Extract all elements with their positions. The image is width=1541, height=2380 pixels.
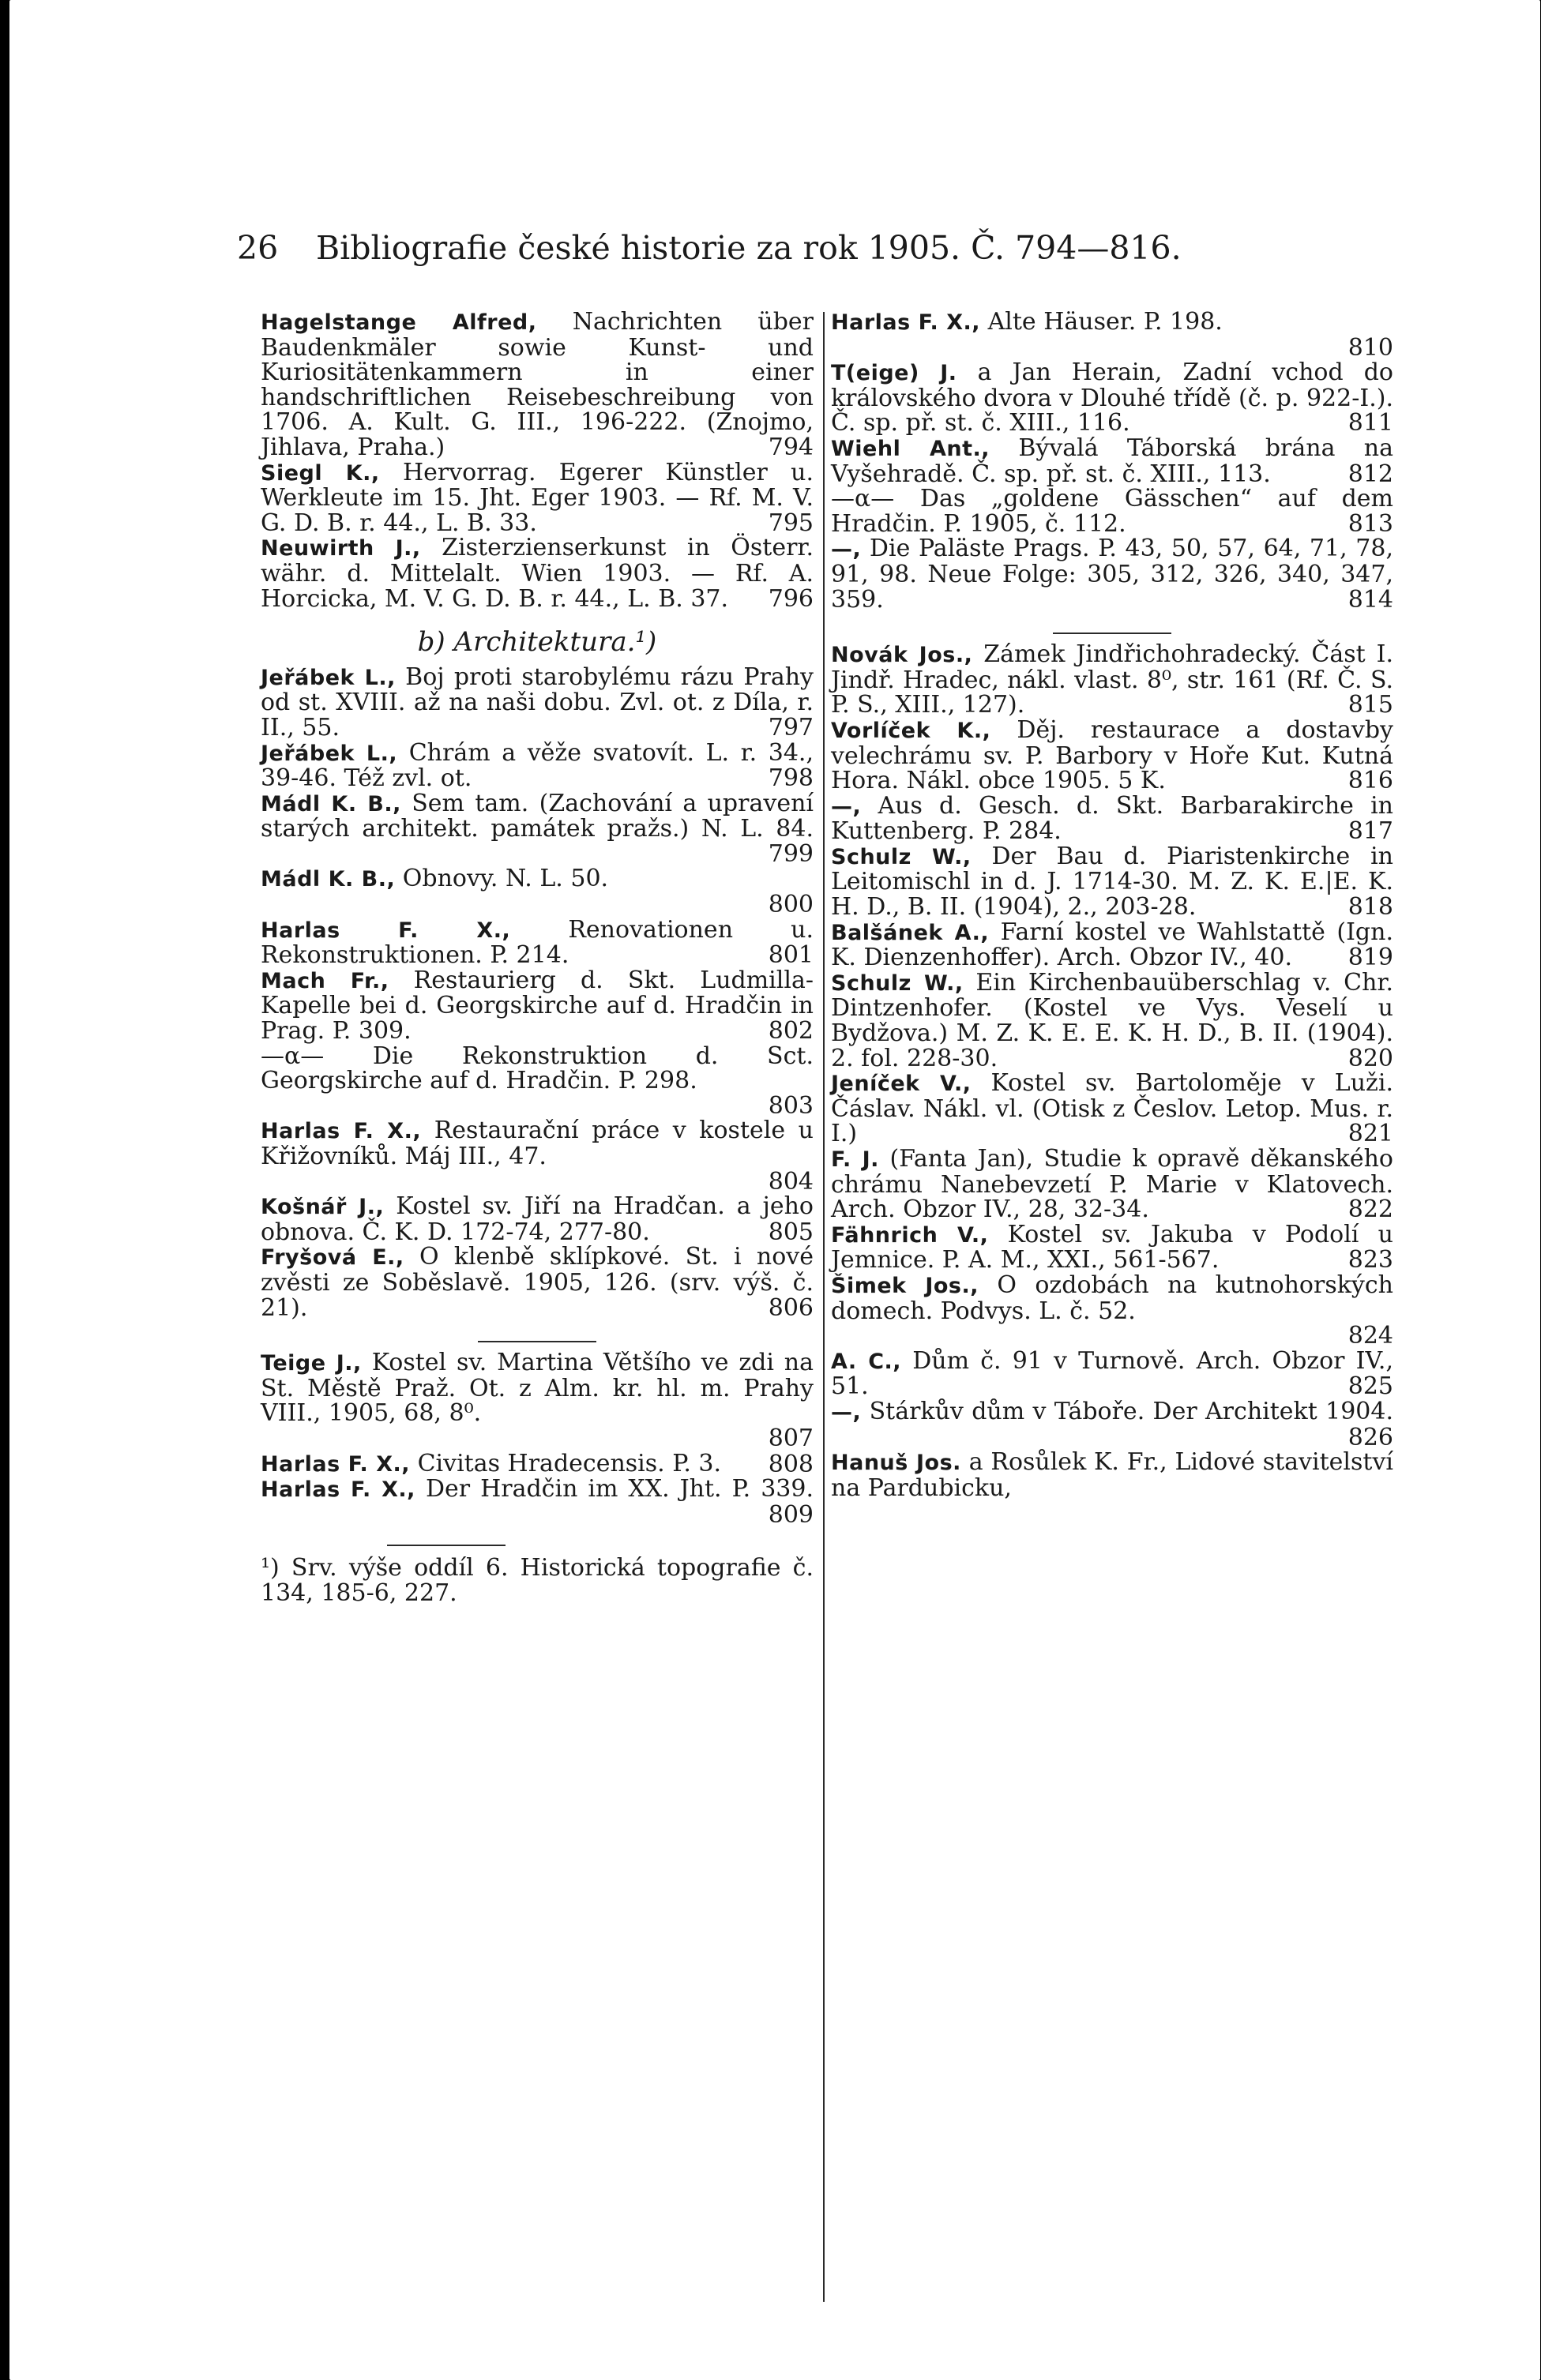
entry-number: 821 [1347, 1120, 1393, 1148]
entry-number: 795 [768, 509, 814, 537]
section-title: b) Architektura.¹) [417, 626, 657, 659]
bibliography-entry [831, 536, 1393, 612]
entry-number: 805 [768, 1218, 814, 1246]
entry-number: 825 [1347, 1372, 1393, 1401]
entry-number: 802 [768, 1017, 814, 1045]
running-title: Bibliografie české historie za rok 1905. Č. 794—816. [316, 229, 1182, 267]
entry-number: 819 [1347, 944, 1393, 972]
bibliography-entry [261, 866, 814, 892]
entry-text: Nachrichten über Baudenkmäler sowie Kunst- und Kuriositätenkammern in einer handschriftlichen Reisebeschreibung von 1706. A. Kult. G. III., 196-222. (Znojmo, Jihlava, Praha.) [261, 308, 814, 461]
entry-text: Sem tam. (Zachování a upravení starých architekt. památek pražs.) N. L. 84. [261, 789, 814, 843]
separator-rule [478, 1341, 596, 1342]
entry-text: Restaurační práce v kostele u Křižovníků. Máj III., 47. [261, 1117, 814, 1170]
entry-number: 813 [1347, 509, 1393, 538]
bibliography-entry [261, 1194, 814, 1244]
separator-rule [1053, 633, 1171, 634]
entry-text: Die Paläste Prags. P. 43, 50, 57, 64, 71, 78, 91, 98. Neue Folge: 305, 312, 326, 340, 347, 359. [831, 535, 1393, 614]
entry-text: Civitas Hradecensis. P. 3. [417, 1449, 722, 1477]
entry-author: Harlas F. X., [261, 918, 511, 943]
entry-author: —, [831, 794, 862, 819]
entry-text: Die Rekonstruktion d. Sct. Georgskirche auf d. Hradčin. P. 298. [261, 1042, 814, 1095]
bibliography-entry [831, 1071, 1393, 1147]
entry-author: Jeřábek L., [261, 665, 396, 690]
entry-text: Dům č. 91 v Turnově. Arch. Obzor IV., 51. [831, 1346, 1393, 1401]
bibliography-entry [261, 968, 814, 1044]
entry-number: 822 [1347, 1196, 1393, 1224]
bibliography-entry [831, 920, 1393, 970]
right-column [831, 310, 1393, 1500]
page-number: 26 [237, 229, 279, 267]
entry-author: Siegl K., [261, 460, 380, 486]
entry-author: Harlas F. X., [831, 310, 981, 335]
scanned-page [9, 0, 1540, 2380]
bibliography-entry [261, 1477, 814, 1527]
bibliography-entry [831, 970, 1393, 1071]
page-header [237, 229, 1382, 267]
entry-text: Farní kostel ve Wahlstattě (Ign. K. Dienzenhoffer). Arch. Obzor IV., 40. [831, 918, 1393, 972]
entry-number: 812 [1347, 460, 1393, 488]
entry-text: Chrám a věže svatovít. L. r. 34., 39-46. Též zvl. ot. [261, 738, 814, 793]
entry-number: 820 [1347, 1044, 1393, 1072]
entry-text: a Rosůlek K. Fr., Lidové stavitelství na Pardubicku, [831, 1448, 1393, 1502]
entry-author: Teige J., [261, 1351, 362, 1376]
entry-author: F. J. [831, 1147, 879, 1172]
bibliography-entry [831, 1147, 1393, 1222]
entry-number: 817 [1347, 817, 1393, 846]
entry-number: 796 [768, 584, 814, 613]
entry-author: Mach Fr., [261, 968, 389, 993]
bibliography-entry [831, 791, 1393, 846]
entry-text: Kostel sv. Jiří na Hradčan. a jeho obnova. Č. K. D. 172-74, 277-80. [261, 1192, 814, 1246]
entry-text: a Jan Herain, Zadní vchod do královského dvora v Dlouhé třídě (č. p. 922-I.). Č. sp. př. st. č. XIII., 116. [831, 359, 1393, 437]
bibliography-entry [261, 1244, 814, 1320]
bibliography-entry [261, 1118, 814, 1169]
entry-number: 807 [768, 1424, 814, 1452]
entry-number: 818 [1347, 893, 1393, 922]
entry-number: 800 [768, 891, 814, 919]
entry-text: Zisterzienserkunst in Österr. währ. d. Mittelalt. Wien 1903. — Rf. A. Horcicka, M. V. G. D. B. r. 44., L. B. 37. [261, 534, 814, 613]
entry-author: Harlas F. X., [261, 1451, 411, 1477]
bibliography-entry [261, 460, 814, 536]
entry-text: Hervorrag. Egerer Künstler u. Werkleute im 15. Jht. Eger 1903. — Rf. M. V. G. D. B. r. 44., L. B. 33. [261, 458, 814, 537]
entry-number: 804 [768, 1167, 814, 1196]
entry-number: 816 [1347, 767, 1393, 795]
entry-text: Obnovy. N. L. 50. [402, 865, 609, 893]
entry-text: Alte Häuser. P. 198. [987, 308, 1223, 336]
entry-author: Fryšová E., [261, 1245, 404, 1271]
bibliography-entry [831, 1450, 1393, 1500]
bibliography-entry [831, 360, 1393, 436]
bibliography-entry [261, 1350, 814, 1426]
bibliography-entry [831, 1222, 1393, 1273]
bibliography-entry [261, 310, 814, 460]
bibliography-entry [831, 1346, 1393, 1401]
entry-text: Stárkův dům v Táboře. Der Architekt 1904. [869, 1397, 1393, 1425]
footnote-rule [387, 1545, 506, 1546]
entry-number: 824 [1347, 1322, 1393, 1350]
bibliography-entry [261, 1451, 814, 1477]
bibliography-entry [831, 1399, 1393, 1450]
bibliography-entry [261, 738, 814, 793]
entry-text: Der Bau d. Piaristenkirche in Leitomischl in d. J. 1714-30. M. Z. K. E.|E. K. H. D., B. II. (1904), 2., 203-28. [831, 842, 1393, 922]
entry-text: Zámek Jindřichohradecký. Část I. Jindř. Hradec, nákl. vlast. 8⁰, str. 161 (Rf. Č. S. P. S., XIII., 127). [831, 640, 1393, 719]
bibliography-entry [831, 1273, 1393, 1323]
entry-text: Děj. restaurace a dostavby velechrámu sv. P. Barbory v Hoře Kut. Kutná Hora. Nákl. obce 1905. 5 K. [831, 715, 1393, 795]
entry-author: —α— [831, 485, 895, 513]
left-column [261, 310, 814, 1606]
entry-number: 809 [768, 1500, 814, 1529]
entry-number: 811 [1347, 409, 1393, 437]
entry-number: 826 [1347, 1423, 1393, 1451]
entry-text: Der Hradčin im XX. Jht. P. 339. [425, 1475, 814, 1503]
entry-author: Hagelstange Alfred, [261, 310, 537, 335]
entry-text: Boj proti starobylému rázu Prahy od st. XVIII. až na naši dobu. Zvl. ot. z Díla, r. II., 55. [261, 663, 814, 741]
entry-author: Schulz W., [831, 970, 964, 996]
entry-author: Vorlíček K., [831, 718, 991, 743]
entry-number: 808 [768, 1450, 814, 1478]
entry-text: Aus d. Gesch. d. Skt. Barbarakirche in Kuttenberg. P. 284. [831, 791, 1393, 846]
entry-author: Mádl K. B., [261, 791, 401, 816]
entry-number: 815 [1347, 691, 1393, 719]
entry-author: Jeřábek L., [261, 741, 398, 766]
entry-author: Fähnrich V., [831, 1222, 989, 1248]
bibliography-entry [261, 1044, 814, 1094]
entry-author: Harlas F. X., [261, 1119, 422, 1144]
entry-number: 794 [768, 433, 814, 461]
entry-text: Kostel sv. Martina Většího ve zdi na St. Městě Praž. Ot. z Alm. kr. hl. m. Prahy VIII., 1905, 68, 8⁰. [261, 1349, 814, 1428]
entry-author: —α— [261, 1042, 325, 1070]
entry-number: 810 [1347, 333, 1393, 362]
entry-number: 814 [1347, 585, 1393, 614]
entry-text: Ein Kirchenbauüberschlag v. Chr. Dintzenhofer. (Kostel ve Vys. Veselí u Bydžova.) M. Z. K. E. E. K. H. D., B. II. (1904). 2. fol. 228-30. [831, 968, 1393, 1072]
entry-number: 806 [768, 1293, 814, 1322]
entry-author: T(eige) J. [831, 361, 957, 386]
entry-text: Renovationen u. Rekonstruktionen. P. 214. [261, 915, 814, 970]
entry-text: Bývalá Táborská brána na Vyšehradě. Č. sp. př. st. č. XIII., 113. [831, 434, 1393, 488]
entry-author: Hanuš Jos. [831, 1451, 961, 1476]
entry-author: Schulz W., [831, 844, 972, 869]
entry-text: (Fanta Jan), Studie k opravě děkanského chrámu Nanebevzetí P. Marie v Klatovech. Arch. Obzor IV., 28, 32-34. [831, 1145, 1393, 1224]
entry-number: 801 [768, 941, 814, 970]
bibliography-entry [831, 642, 1393, 718]
entry-author: Šimek Jos., [831, 1273, 979, 1298]
entry-number: 799 [768, 839, 814, 868]
bibliography-entry [831, 844, 1393, 920]
entry-author: A. C., [831, 1349, 902, 1374]
entry-author: Neuwirth J., [261, 536, 421, 561]
entry-author: —, [831, 1399, 862, 1425]
entry-text: Kostel sv. Jakuba v Podolí u Jemnice. P. A. M., XXI., 561-567. [831, 1220, 1393, 1274]
bibliography-entry [261, 791, 814, 867]
column-divider [823, 312, 825, 2302]
bibliography-entry [261, 535, 814, 611]
entry-text: Das „goldene Gässchen“ auf dem Hradčin. P. 1905, č. 112. [831, 485, 1393, 538]
bibliography-entry [261, 665, 814, 741]
entry-text: Kostel sv. Bartoloměje v Luži. Čáslav. Nákl. vl. (Otisk z Česlov. Letop. Mus. r. I.) [831, 1069, 1393, 1148]
footnote: ¹) Srv. výše oddíl 6. Historická topografie č. 134, 185-6, 227. [261, 1554, 814, 1607]
entry-author: Wiehl Ant., [831, 436, 990, 461]
entry-text: Restaurierg d. Skt. Ludmilla-Kapelle bei d. Georgskirche auf d. Hradčin in Prag. P. 309. [261, 966, 814, 1045]
entry-author: Jeníček V., [831, 1072, 972, 1097]
bibliography-entry [831, 436, 1393, 486]
entry-author: Balšánek A., [831, 920, 990, 945]
entry-text: O ozdobách na kutnohorských domech. Podvys. L. č. 52. [831, 1271, 1393, 1325]
entry-author: Harlas F. X., [261, 1477, 415, 1503]
entry-number: 823 [1347, 1246, 1393, 1274]
entry-number: 798 [768, 764, 814, 793]
bibliography-entry [261, 915, 814, 970]
entry-author: Košnář J., [261, 1195, 385, 1220]
bibliography-entry [831, 310, 1393, 336]
entry-number: 803 [768, 1091, 814, 1120]
entry-author: Novák Jos., [831, 643, 973, 668]
entry-text: O klenbě sklípkové. St. i nové zvěsti ze Soběslavě. 1905, 126. (srv. výš. č. 21). [261, 1243, 814, 1322]
entry-number: 797 [768, 713, 814, 741]
bibliography-entry [831, 486, 1393, 536]
entry-author: Mádl K. B., [261, 867, 396, 892]
entry-author: —, [831, 537, 862, 562]
bibliography-entry [831, 715, 1393, 795]
